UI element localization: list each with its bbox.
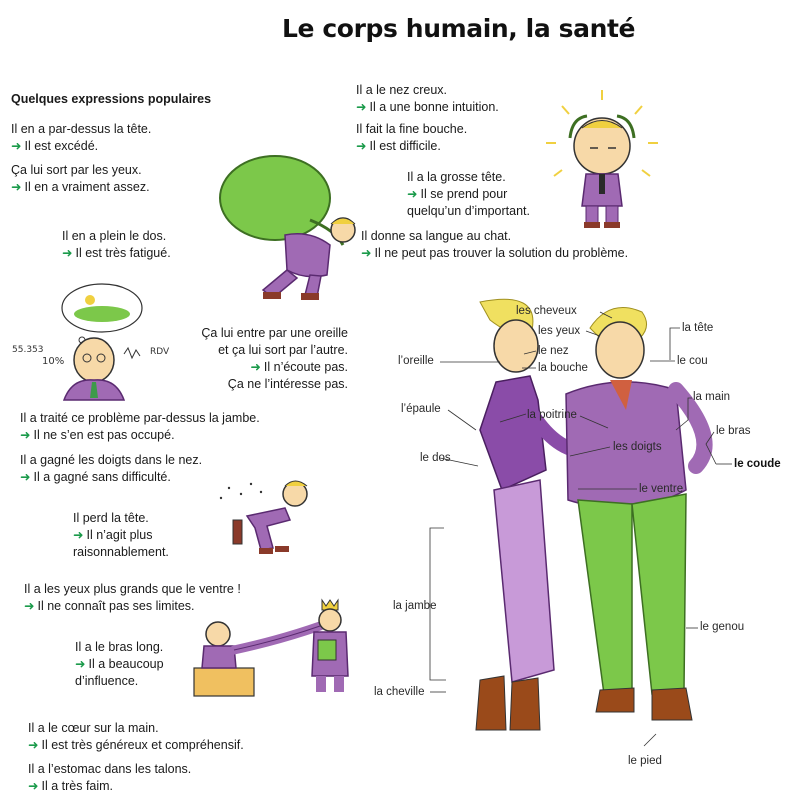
label-bras: le bras — [716, 425, 751, 437]
label-jambe: la jambe — [393, 600, 437, 612]
expression-meaning: Il en a vraiment assez. — [24, 180, 150, 194]
arrow-right-icon: ➜ — [75, 657, 86, 671]
expression-text: Il en a par-dessus la tête. — [11, 122, 152, 136]
expression-text: et ça lui sort par l’autre. — [218, 343, 348, 357]
expression-meaning: Il est excédé. — [24, 139, 99, 153]
arrow-right-icon: ➜ — [407, 187, 418, 201]
scribble-rdv: RDV — [150, 347, 170, 357]
label-oreille: l’oreille — [398, 355, 434, 367]
label-doigts: les doigts — [613, 441, 662, 453]
expression-meaning: Il est très généreux et compréhensif. — [41, 738, 244, 752]
label-yeux: les yeux — [538, 325, 581, 337]
expression-text: Il a l’estomac dans les talons. — [28, 762, 192, 776]
expression-meaning: Ça ne l’intéresse pas. — [227, 377, 348, 391]
arrow-right-icon: ➜ — [73, 528, 84, 542]
page-title: Le corps humain, la santé — [282, 14, 636, 43]
expression-text: Il a gagné les doigts dans le nez. — [20, 453, 203, 467]
label-genou: le genou — [700, 621, 745, 633]
arrow-right-icon: ➜ — [28, 779, 39, 793]
expression-text: Il a le nez creux. — [356, 83, 448, 97]
label-ventre: le ventre — [639, 483, 684, 495]
label-coude: le coude — [734, 458, 781, 470]
expression-meaning: Il ne s’en est pas occupé. — [33, 428, 175, 442]
scribble-percent: 10% — [42, 356, 65, 367]
expression-text: Il donne sa langue au chat. — [361, 229, 512, 243]
expression-meaning: Il a une bonne intuition. — [369, 100, 499, 114]
section-heading: Quelques expressions populaires — [11, 92, 212, 106]
expression-text: Ça lui entre par une oreille — [201, 326, 348, 340]
expression-meaning: Il n’agit plus — [86, 528, 153, 542]
expression-meaning: Il se prend pour — [420, 187, 508, 201]
arrow-right-icon: ➜ — [250, 360, 261, 374]
arrow-right-icon: ➜ — [62, 246, 73, 260]
arrow-right-icon: ➜ — [361, 246, 372, 260]
arrow-right-icon: ➜ — [11, 180, 22, 194]
label-poitrine: la poitrine — [527, 409, 577, 421]
expression-text: Il perd la tête. — [73, 511, 149, 525]
expression-text: Il fait la fine bouche. — [356, 122, 468, 136]
expression-meaning: quelqu’un d’important. — [407, 204, 530, 218]
label-cou: le cou — [677, 355, 708, 367]
expression-meaning: Il a gagné sans difficulté. — [33, 470, 171, 484]
expression-text: Il a les yeux plus grands que le ventre ! — [24, 582, 241, 596]
expression-text: Il en a plein le dos. — [62, 229, 167, 243]
label-cheville: la cheville — [374, 686, 425, 698]
expression-meaning: Il est très fatigué. — [75, 246, 171, 260]
arrow-right-icon: ➜ — [356, 139, 367, 153]
arrow-right-icon: ➜ — [24, 599, 35, 613]
expression-meaning: raisonnablement. — [73, 545, 169, 559]
arrow-right-icon: ➜ — [20, 470, 31, 484]
expression-meaning: Il est difficile. — [369, 139, 441, 153]
expression-text: Il a le bras long. — [75, 640, 164, 654]
label-nez: le nez — [538, 345, 569, 357]
label-tete: la tête — [682, 322, 714, 334]
label-pied: le pied — [628, 755, 662, 767]
expression-text: Il a le cœur sur la main. — [28, 721, 159, 735]
arrow-right-icon: ➜ — [28, 738, 39, 752]
expression-meaning: d’influence. — [75, 674, 139, 688]
label-epaule: l’épaule — [401, 403, 441, 415]
expression-text: Ça lui sort par les yeux. — [11, 163, 142, 177]
expression-text: Il a la grosse tête. — [407, 170, 506, 184]
label-bouche: la bouche — [538, 362, 588, 374]
expression-meaning: Il ne connaît pas ses limites. — [37, 599, 195, 613]
arrow-right-icon: ➜ — [356, 100, 367, 114]
expression-meaning: Il a très faim. — [41, 779, 114, 793]
label-main: la main — [693, 391, 731, 403]
expression-text: Il a traité ce problème par-dessus la jambe. — [20, 411, 260, 425]
expression-meaning: Il a beaucoup — [88, 657, 164, 671]
arrow-right-icon: ➜ — [11, 139, 22, 153]
label-cheveux: les cheveux — [516, 305, 577, 317]
expression-meaning: Il ne peut pas trouver la solution du problème. — [374, 246, 629, 260]
scribble-numbers: 55.353 — [12, 345, 44, 355]
expression-meaning: Il n’écoute pas. — [263, 360, 348, 374]
label-dos: le dos — [420, 452, 451, 464]
arrow-right-icon: ➜ — [20, 428, 31, 442]
